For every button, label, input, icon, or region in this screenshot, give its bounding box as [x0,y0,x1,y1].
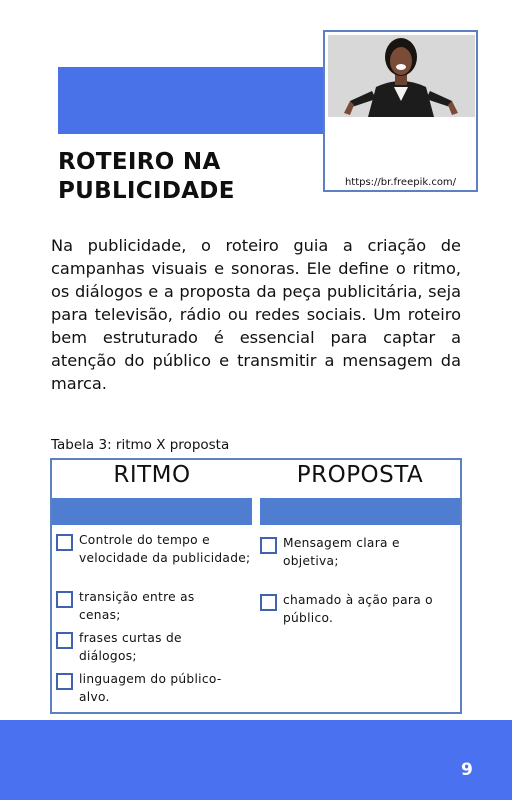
list-item-text: Controle do tempo e velocidade da publicidade; [79,533,251,565]
column-header-proposta: PROPOSTA [296,462,424,488]
title-line-1: ROTEIRO NA [58,149,221,175]
list-item [260,592,455,627]
page-title [58,148,298,206]
list-item [56,671,251,706]
checkbox-icon [56,673,73,690]
list-item-text: frases curtas de diálogos; [79,631,182,663]
page-number: 9 [461,760,473,780]
list-item [56,589,251,624]
column-header-ritmo: RITMO [113,462,191,488]
woman-pointing-photo [328,35,475,117]
list-item-text: Mensagem clara e objetiva; [283,536,400,568]
photo-credit: https://br.freepik.com/ [344,177,457,188]
list-item-text: chamado à ação para o público. [283,593,433,625]
table-caption: Tabela 3: ritmo X proposta [51,437,230,453]
footer-bar [0,720,512,800]
checkbox-icon [56,591,73,608]
body-paragraph: Na publicidade, o roteiro guia a criação de campanhas visuais e sonoras. Ele define o ritmo, os diálogos e a proposta da peça publicitária, seja para televisão, rádio ou redes sociais. Um roteiro bem estruturado é essencial para captar a atenção do público e transmitir a mensagem da marca. [51,236,461,393]
list-item [56,532,251,567]
list-item [56,630,251,665]
checkbox-icon [56,534,73,551]
list-item-text: linguagem do público-alvo. [79,672,222,704]
list-item-text: transição entre as cenas; [79,590,195,622]
checkbox-icon [260,594,277,611]
column-bar-proposta [260,498,460,525]
checkbox-icon [56,632,73,649]
list-item [260,535,455,570]
column-bar-ritmo [52,498,252,525]
photo-frame [323,30,478,192]
title-line-2: PUBLICIDADE [58,178,235,204]
checkbox-icon [260,537,277,554]
title-banner [58,67,326,134]
